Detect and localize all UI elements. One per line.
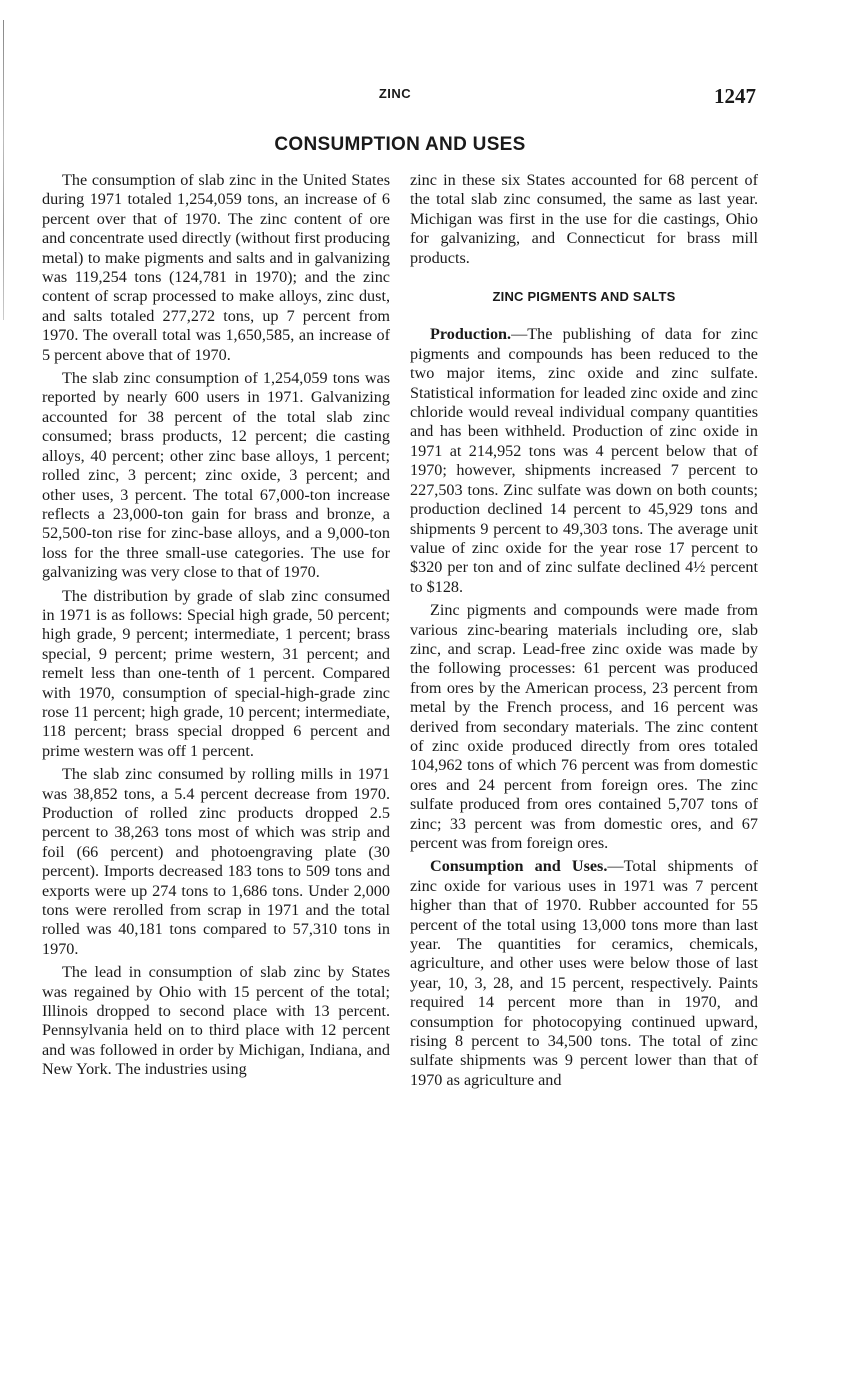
runin-heading-consumption: Consumption and Uses. <box>430 857 608 876</box>
right-column <box>410 171 758 1094</box>
paragraph-galvanizing-share: The slab zinc consumption of 1,254,059 tons was reported by nearly 600 users in 1971. Galvanizing accounted for 38 percent of the total slab zinc consumed; brass products, 12 percent; die casting alloys, 40 percent; other zinc base alloys, 1 percent; rolled zinc, 3 percent; zinc oxide, 3 percent; and other uses, 3 percent. The total 67,000-ton increase reflects a 23,000-ton gain for brass and bronze, a 52,500-ton rise for zinc-base alloys, and a 9,000-ton loss for the three small-use categories. The use for galvanizing was very close to that of 1970. <box>42 369 390 582</box>
page-number: 1247 <box>714 84 756 108</box>
consumption-text: —Total shipments of zinc oxide for various uses in 1971 was 7 percent higher than that of 1970. Rubber accounted for 55 percent of the total using 13,000 tons more than last year. The quantities for ceramics, chemicals, agriculture, and other uses were below those of last year, 10, 3, 28, and 15 percent, respectively. Paints required 14 percent more than in 1970, and consumption for photocopying continued upward, rising 8 percent to 34,500 tons. The total of zinc sulfate shipments was 9 percent lower than that of 1970 as agriculture and <box>410 857 759 1089</box>
production-text: —The publishing of data for zinc pigments and compounds has been reduced to the two major items, zinc oxide and zinc sulfate. Statistical information for leaded zinc oxide and zinc chloride would reveal individual company quantities and has been withheld. Production of zinc oxide in 1971 at 214,952 tons was 4 percent below that of 1970; however, shipments increased 7 percent to 227,503 tons. Zinc sulfate was down on both counts; production declined 14 percent to 45,929 tons and shipments 9 percent to 49,303 tons. The average unit value of zinc oxide for the year rose 17 percent to $320 per ton and of zinc sulfate declined 4½ percent to $128. <box>410 325 758 596</box>
paragraph-slab-zinc-consumption: The consumption of slab zinc in the United States during 1971 totaled 1,254,059 tons, an increase of 6 percent over that of 1970. The zinc content of ore and concentrate used directly (without first producing metal) to make pigments and salts and in galvanizing was 119,254 tons (124,781 in 1970); and the zinc content of scrap processed to make alloys, zinc dust, and salts totaled 277,272 tons, up 7 percent from 1970. The overall total was 1,650,585, an increase of 5 percent above that of 1970. <box>42 171 390 364</box>
paragraph-states-continued: zinc in these six States accounted for 68 percent of the total slab zinc consumed, the same as last year. Michigan was first in the use for die castings, Ohio for galvanizing, and Connecticut for brass mill products. <box>410 171 758 267</box>
subsection-heading: ZINC PIGMENTS AND SALTS <box>492 289 676 305</box>
runin-heading-production: Production. <box>430 325 512 344</box>
paragraph-pigments-materials: Zinc pigments and compounds were made from various zinc-bearing materials including ore, slab zinc, and scrap. Lead-free zinc oxide was made by the following processes: 61 percent was produced from ores by the American process, 23 percent from metal by the French process, and 16 percent was derived from secondary materials. The zinc content of zinc oxide produced directly from ores totaled 104,962 tons of which 76 percent was from domestic ores and 24 percent from foreign ores. The zinc sulfate produced from ores contained 5,707 tons of zinc; 33 percent was from domestic ores, and 67 percent was from foreign ores. <box>410 601 758 852</box>
paragraph-rolling-mills: The slab zinc consumed by rolling mills in 1971 was 38,852 tons, a 5.4 percent decrease from 1970. Production of rolled zinc products dropped 2.5 percent to 38,263 tons most of which was strip and foil (66 percent) and photoengraving plate (30 percent). Imports decreased 183 tons to 509 tons and exports were up 274 tons to 1,686 tons. Under 2,000 tons were rerolled from scrap in 1971 and the total rolled was 40,181 tons compared to 57,310 tons in 1970. <box>42 765 390 958</box>
section-title: CONSUMPTION AND USES <box>274 134 526 155</box>
left-column <box>42 171 390 1084</box>
running-title: ZINC <box>378 86 412 101</box>
paragraph-grade-distribution: The distribution by grade of slab zinc consumed in 1971 is as follows: Special high grade, 50 percent; high grade, 9 percent; intermediate, 1 percent; brass special, 9 percent; prime western, 31 percent; and remelt less than one-tenth of 1 percent. Compared with 1970, consumption of special-high-grade zinc rose 11 percent; high grade, 10 percent; intermediate, 118 percent; brass special dropped 6 percent and prime western was off 1 percent. <box>42 586 390 760</box>
running-header <box>0 84 868 108</box>
paragraph-states: The lead in consumption of slab zinc by States was regained by Ohio with 15 percent of the total; Illinois dropped to second place with 13 percent. Pennsylvania held on to third place with 12 percent and was followed in order by Michigan, Indiana, and New York. The industries using <box>42 963 390 1079</box>
paragraph-consumption-uses <box>410 857 758 1090</box>
paragraph-production <box>410 325 758 597</box>
page-binding-edge <box>3 20 4 320</box>
